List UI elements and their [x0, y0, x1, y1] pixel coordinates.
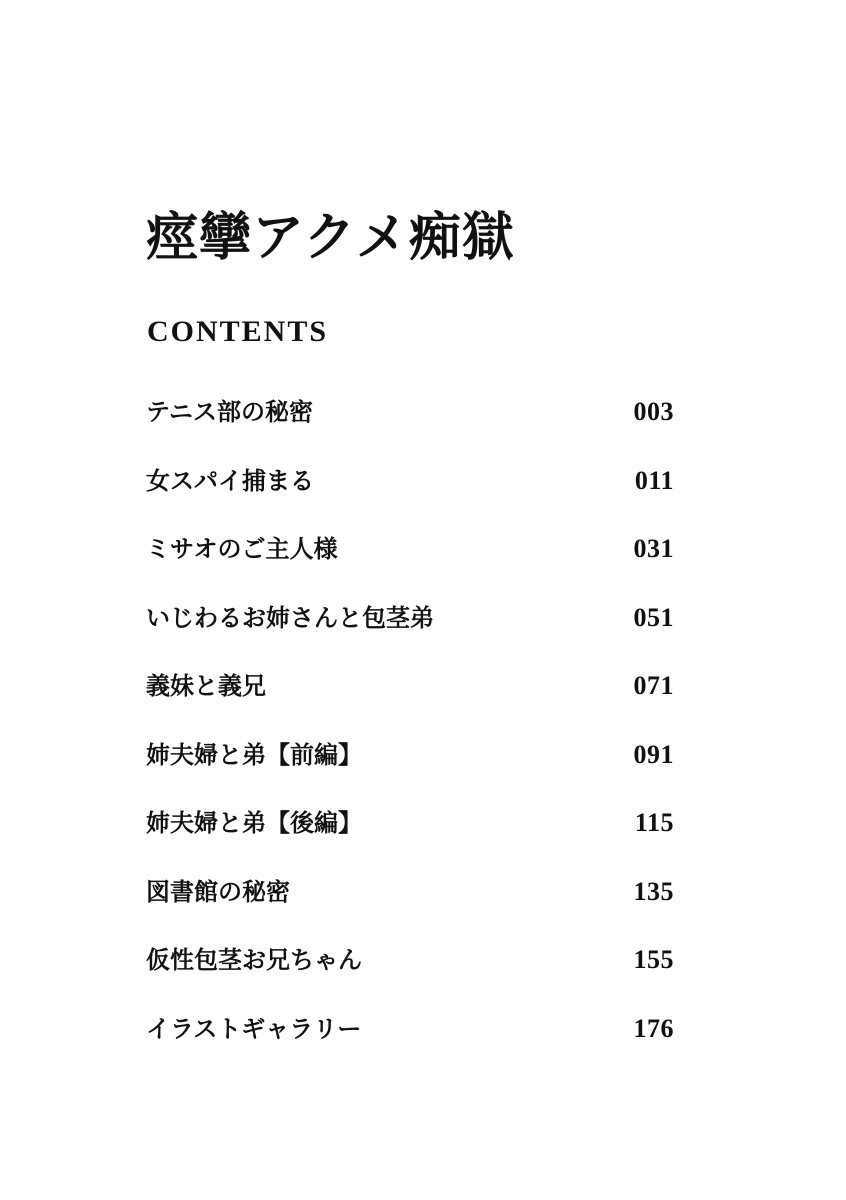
entry-title: 図書館の秘密 — [146, 876, 290, 906]
entry-title: 姉夫婦と弟【後編】 — [146, 808, 362, 837]
toc-entry — [146, 531, 674, 600]
table-of-contents — [146, 394, 674, 1079]
entry-title: テニス部の秘密 — [146, 397, 314, 426]
entry-page: 115 — [634, 808, 674, 837]
toc-entry — [146, 805, 674, 874]
toc-entry — [146, 737, 674, 806]
entry-title: 女スパイ捕まる — [146, 465, 314, 495]
toc-entry — [146, 600, 674, 669]
entry-page: 135 — [633, 876, 674, 906]
entry-title: いじわるお姉さんと包茎弟 — [146, 602, 434, 632]
entry-page: 155 — [633, 945, 674, 974]
entry-page: 031 — [633, 534, 674, 563]
entry-page: 051 — [633, 602, 674, 632]
entry-page: 071 — [633, 671, 674, 700]
entry-title: イラストギャラリー — [146, 1013, 362, 1043]
toc-entry — [146, 942, 674, 1011]
entry-page: 003 — [633, 397, 674, 426]
entry-page: 011 — [634, 465, 674, 495]
toc-entry — [146, 1011, 674, 1080]
book-title: 痙攣アクメ痴獄 — [146, 207, 515, 268]
entry-title: 仮性包茎お兄ちゃん — [146, 945, 362, 974]
toc-entry — [146, 874, 674, 943]
toc-entry — [146, 463, 674, 532]
entry-title: 義妹と義兄 — [146, 671, 266, 700]
entry-title: ミサオのご主人様 — [146, 534, 338, 563]
entry-page: 176 — [633, 1013, 674, 1043]
toc-entry — [146, 394, 674, 463]
contents-heading: CONTENTS — [147, 315, 329, 348]
toc-entry — [146, 668, 674, 737]
entry-page: 091 — [633, 739, 674, 769]
entry-title: 姉夫婦と弟【前編】 — [146, 739, 362, 769]
